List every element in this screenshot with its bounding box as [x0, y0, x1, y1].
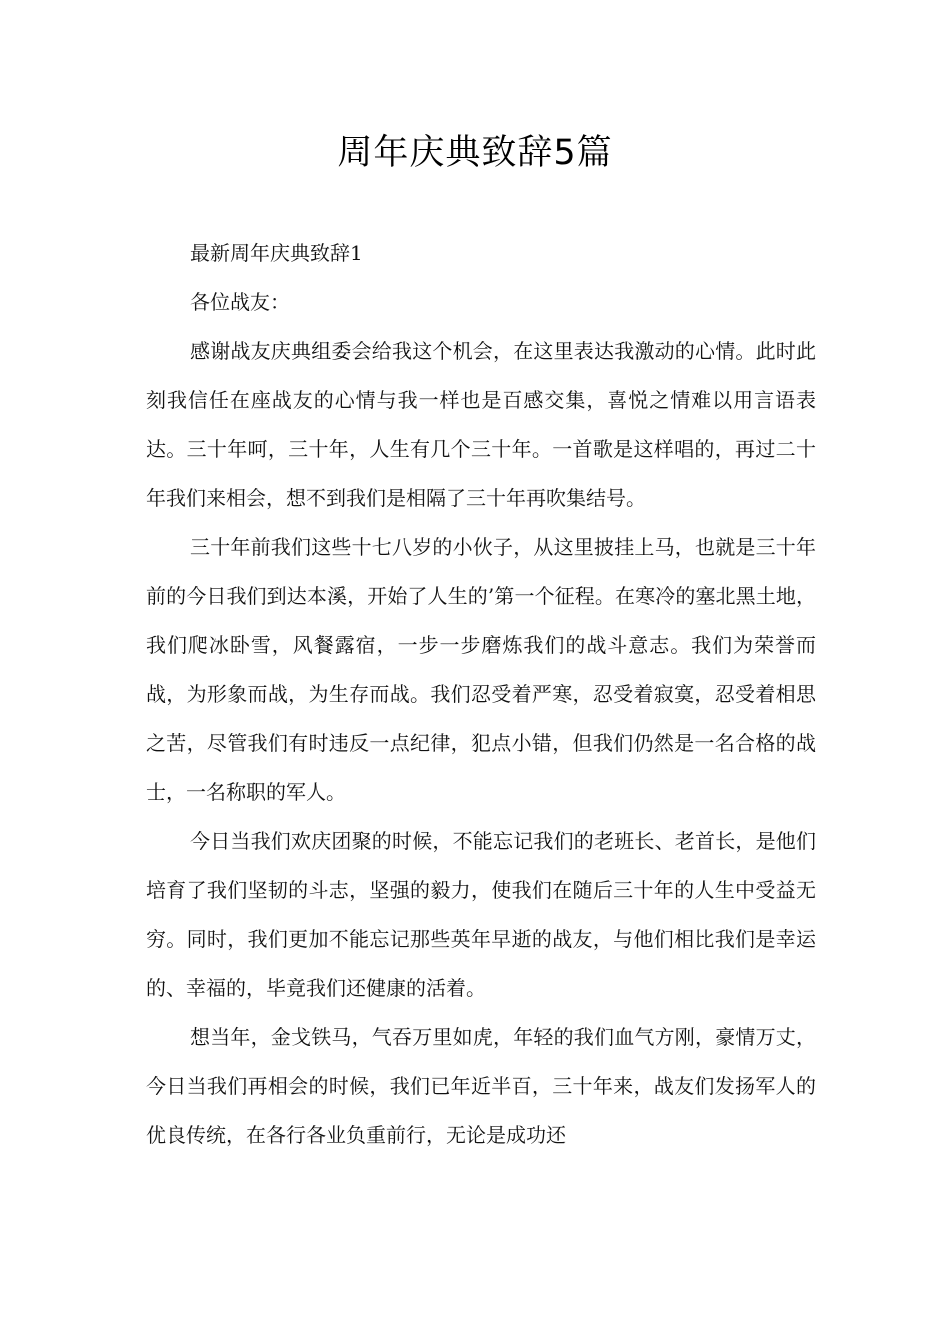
paragraph: 感谢战友庆典组委会给我这个机会，在这里表达我激动的心情。此时此刻我信任在座战友的心情与我一样也是百感交集，喜悦之情难以用言语表达。三十年呵，三十年，人生有几个三十年。一首歌是这样唱的，再过二十年我们来相会，想不到我们是相隔了三十年再吹集结号。 [146, 339, 816, 510]
paragraph: 今日当我们欢庆团聚的时候，不能忘记我们的老班长、老首长，是他们培育了我们坚韧的斗志，坚强的毅力，使我们在随后三十年的人生中受益无穷。同时，我们更加不能忘记那些英年早逝的战友，与他们相比我们是幸运的、幸福的，毕竟我们还健康的活着。 [146, 829, 816, 1000]
section-heading: 最新周年庆典致辞1 [190, 241, 363, 265]
paragraph: 三十年前我们这些十七八岁的小伙子，从这里披挂上马，也就是三十年前的今日我们到达本溪，开始了人生的’第一个征程。在寒冷的塞北黑土地，我们爬冰卧雪，风餐露宿，一步一步磨炼我们的战斗意志。我们为荣誉而战，为形象而战，为生存而战。我们忍受着严寒，忍受着寂寞，忍受着相思之苦，尽管我们有时违反一点纪律，犯点小错，但我们仍然是一名合格的战士，一名称职的军人。 [146, 535, 816, 804]
document-title: 周年庆典致辞5篇 [337, 133, 613, 173]
document-body [146, 229, 816, 1160]
salutation: 各位战友： [190, 290, 290, 314]
paragraph: 想当年，金戈铁马，气吞万里如虎，年轻的我们血气方刚，豪情万丈，今日当我们再相会的时候，我们已年近半百，三十年来，战友们发扬军人的优良传统，在各行各业负重前行，无论是成功还 [146, 1025, 816, 1147]
